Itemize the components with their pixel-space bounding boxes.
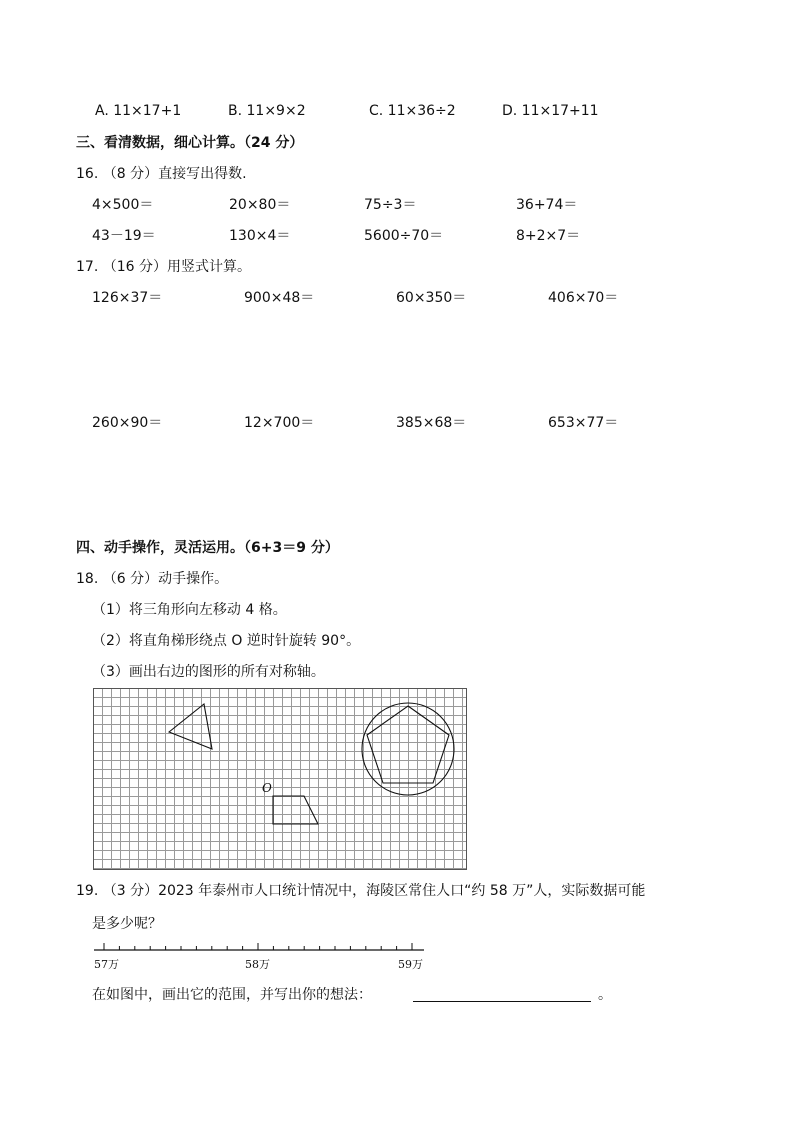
q16-item: 20×80＝: [229, 197, 291, 213]
option-b: B. 11×9×2: [228, 103, 306, 119]
q17-stem: 17. （16 分）用竖式计算。: [76, 259, 251, 275]
q16-item: 8+2×7＝: [516, 228, 581, 244]
section4-heading: 四、动手操作，灵活运用。（6+3＝9 分）: [76, 540, 339, 556]
q16-item: 5600÷70＝: [364, 228, 444, 244]
q17-item: 12×700＝: [244, 415, 315, 431]
q17-item: 900×48＝: [244, 290, 315, 306]
q16-item: 4×500＝: [92, 197, 154, 213]
q19-prompt: 在如图中，画出它的范围，并写出你的想法：: [92, 987, 372, 1003]
q16-item: 75÷3＝: [364, 197, 417, 213]
q19-end-mark: 。: [598, 987, 612, 1003]
q18-instruction: （3）画出右边的图形的所有对称轴。: [92, 664, 325, 680]
right-trapezoid-shape: [273, 796, 318, 824]
q18-instruction: （2）将直角梯形绕点 O 逆时针旋转 90°。: [92, 633, 361, 649]
number-line-ticks: [104, 943, 412, 950]
q18-instruction: （1）将三角形向左移动 4 格。: [92, 602, 287, 618]
q17-item: 260×90＝: [92, 415, 163, 431]
q17-item: 60×350＝: [396, 290, 467, 306]
q17-item: 406×70＝: [548, 290, 619, 306]
number-line-label: 59万: [398, 958, 423, 971]
q17-item: 126×37＝: [92, 290, 163, 306]
number-line-label: 57万: [94, 958, 119, 971]
q16-stem: 16. （8 分）直接写出得数.: [76, 166, 247, 182]
answer-blank[interactable]: [413, 1001, 591, 1002]
q16-item: 43－19＝: [92, 228, 156, 244]
q17-item: 385×68＝: [396, 415, 467, 431]
option-d: D. 11×17+11: [502, 103, 599, 119]
circle-shape: [362, 703, 454, 795]
option-c: C. 11×36÷2: [369, 103, 456, 119]
section3-heading: 三、看清数据，细心计算。（24 分）: [76, 135, 304, 151]
point-o-label: O: [262, 781, 272, 795]
q16-item: 130×4＝: [229, 228, 291, 244]
number-line: [90, 940, 430, 974]
grid-lines: [93, 688, 467, 870]
number-line-label: 58万: [245, 958, 270, 971]
q18-stem: 18. （6 分）动手操作。: [76, 571, 229, 587]
pentagon-shape: [367, 706, 449, 783]
option-a: A. 11×17+1: [95, 103, 182, 119]
q17-item: 653×77＝: [548, 415, 619, 431]
q19-stem-continued: 是多少呢？: [92, 916, 162, 932]
q16-item: 36+74＝: [516, 197, 578, 213]
grid-figure: [93, 688, 467, 870]
q19-stem: 19. （3 分）2023 年泰州市人口统计情况中，海陵区常住人口“约 58 万”人，实际数据可能: [76, 883, 646, 899]
